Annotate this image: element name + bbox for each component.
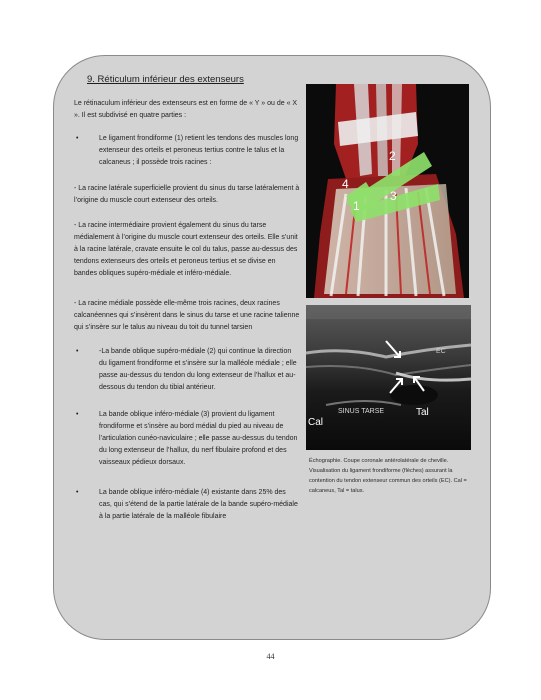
paragraph-medial-root: - La racine médiale possède elle-même trois racines, deux racines calcanéennes qui s’insèrent dans le sinus du tarse et une racine talienne qui s’insère sur le talus au niveau du toit du tunnel tarsien [74, 300, 300, 331]
paragraph-lateral-root: - La racine latérale superficielle provient du sinus du tarse latéralement à l’origine du muscle court extenseur des orteils. [74, 185, 300, 204]
intro-paragraph: Le rétinaculum inférieur des extenseurs est en forme de « Y » ou de « X ». Il est subdivisé en quatre parties : [74, 100, 298, 119]
anatomy-label-2: 2 [389, 149, 396, 163]
ultrasound-image [306, 305, 471, 450]
ultrasound-label-ec: EC [436, 348, 446, 355]
page-number: 44 [266, 652, 275, 661]
anatomy-label-4: 4 [342, 177, 349, 191]
anatomy-label-1: 1 [353, 199, 360, 213]
bullet-icon: • [76, 411, 79, 418]
anatomy-label-3: 3 [390, 189, 397, 203]
ultrasound-label-tal: Tal [416, 407, 429, 418]
bullet-icon: • [76, 489, 79, 496]
ultrasound-label-sinus: SINUS TARSE [338, 408, 385, 415]
bullet-text-2: -La bande oblique supéro-médiale (2) qui continue la direction du ligament frondiforme et s’insère sur la malléole médiale ; elle passe au-dessus du tendon du long extenseur de l’hallux et au-dessous du tendon du tibial antérieur. [99, 348, 297, 391]
anatomy-illustration [306, 84, 469, 298]
figure-caption: Échographie. Coupe coronale antérolatérale de cheville. Visualisation du ligament frondiforme (flèches) assurant la contention du tendon extenseur commun des orteils (EC). Cal = calcaneus, Tal = talus. [309, 458, 467, 494]
bullet-icon: • [76, 135, 79, 142]
ultrasound-svg [306, 305, 471, 450]
paragraph-intermediate-root: - La racine intermédiaire provient également du sinus du tarse médialement à l’origine du muscle court extenseur des orteils. Elle s’unit à la racine latérale, cravate ensuite le col du talus, passe au-dessus des tendons extenseurs des orteils et peroneus tertius et se divise en bandes obliques supéro-médiale et inféro-médiale. [74, 222, 298, 277]
bullet-text-4: La bande oblique inféro-médiale (4) existante dans 25% des cas, qui s’étend de la partie latérale de la bande supéro-médiale à la partie latérale de la malléole fibulaire [99, 489, 298, 520]
bullet-text-1: Le ligament frondiforme (1) retient les tendons des muscles long extenseur des orteils et peroneus tertius contre le talus et la calcaneus ; il possède trois racines : [99, 135, 299, 166]
bullet-icon: • [76, 348, 79, 355]
section-title: 9. Réticulum inférieur des extenseurs [87, 74, 244, 85]
anatomy-svg [306, 84, 469, 298]
ultrasound-label-cal: Cal [308, 417, 324, 428]
bullet-text-3: La bande oblique inféro-médiale (3) provient du ligament frondiforme et s’insère au bord médial du pied au niveau de l’articulation cunéo-naviculaire ; elle passe au-dessus du tendon du long extenseur de l’hallux, du nerf fibulaire profond et des vaisseaux pédieux dorsaux. [99, 411, 298, 466]
